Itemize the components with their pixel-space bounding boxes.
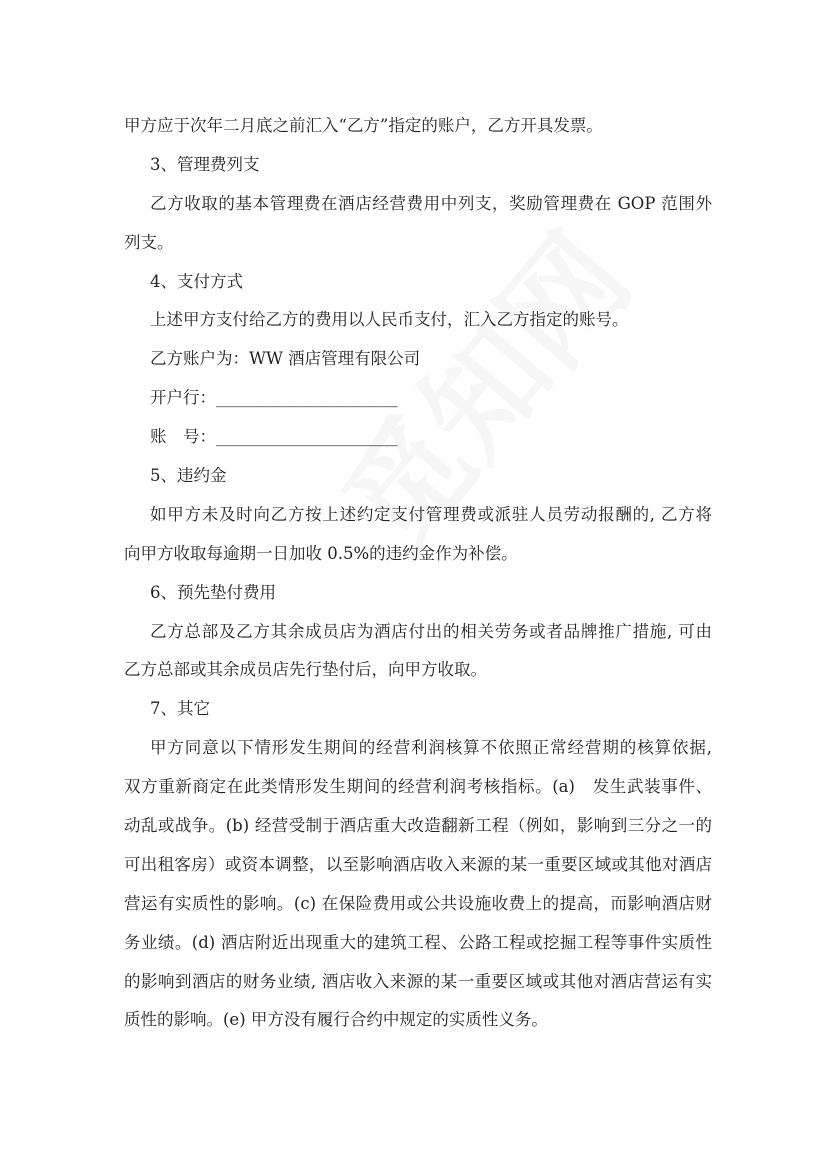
section-heading: 6、预先垫付费用: [150, 582, 276, 602]
section-heading: 3、管理费列支: [150, 154, 260, 174]
document-body: [124, 107, 712, 1040]
text-line: 营运有实质性的影响。(c) 在保险费用或公共设施收费上的提高，而影响酒店财: [124, 893, 712, 913]
text-line: 上述甲方支付给乙方的费用以人民币支付，汇入乙方指定的账号。: [150, 310, 629, 330]
text-line: 双方重新商定在此类情形发生期间的经营利润考核指标。(a) 发生武装事件、: [124, 777, 712, 797]
section-heading: 7、其它: [150, 699, 210, 719]
section-heading: 4、支付方式: [150, 271, 243, 291]
text-line: 动乱或战争。(b) 经营受制于酒店重大改造翻新工程（例如，影响到三分之一的: [124, 816, 712, 836]
text-line: 务业绩。(d) 酒店附近出现重大的建筑工程、公路工程或挖掘工程等事件实质性: [124, 932, 712, 952]
section-heading: 5、违约金: [150, 466, 227, 486]
text-line: 质性的影响。(e) 甲方没有履行合约中规定的实质性义务。: [124, 1010, 548, 1030]
text-line: 甲方应于次年二月底之前汇入“乙方”指定的账户，乙方开具发票。: [124, 116, 603, 135]
text-line: 列支。: [124, 232, 174, 252]
text-line: 如甲方未及时向乙方按上述约定支付管理费或派驻人员劳动报酬的, 乙方将: [150, 504, 712, 524]
text-line: 开户行：______________________: [150, 388, 398, 408]
text-line: 乙方总部或其余成员店先行垫付后，向甲方收取。: [124, 660, 487, 680]
text-line: 的影响到酒店的财务业绩, 酒店收入来源的某一重要区域或其他对酒店营运有实: [124, 971, 712, 991]
text-line: 乙方账户为：WW 酒店管理有限公司: [150, 349, 421, 369]
text-line: 乙方总部及乙方其余成员店为酒店付出的相关劳务或者品牌推广措施, 可由: [150, 621, 712, 641]
text-line: 乙方收取的基本管理费在酒店经营费用中列支，奖励管理费在 GOP 范围外: [150, 193, 712, 213]
text-line: 甲方同意以下情形发生期间的经营利润核算不依照正常经营期的核算依据,: [150, 738, 712, 758]
text-line: 账 号：______________________: [150, 427, 398, 447]
text-line: 向甲方收取每逾期一日加收 0.5%的违约金作为补偿。: [124, 543, 518, 563]
text-line: 可出租客房）或资本调整，以至影响酒店收入来源的某一重要区域或其他对酒店: [124, 854, 712, 874]
